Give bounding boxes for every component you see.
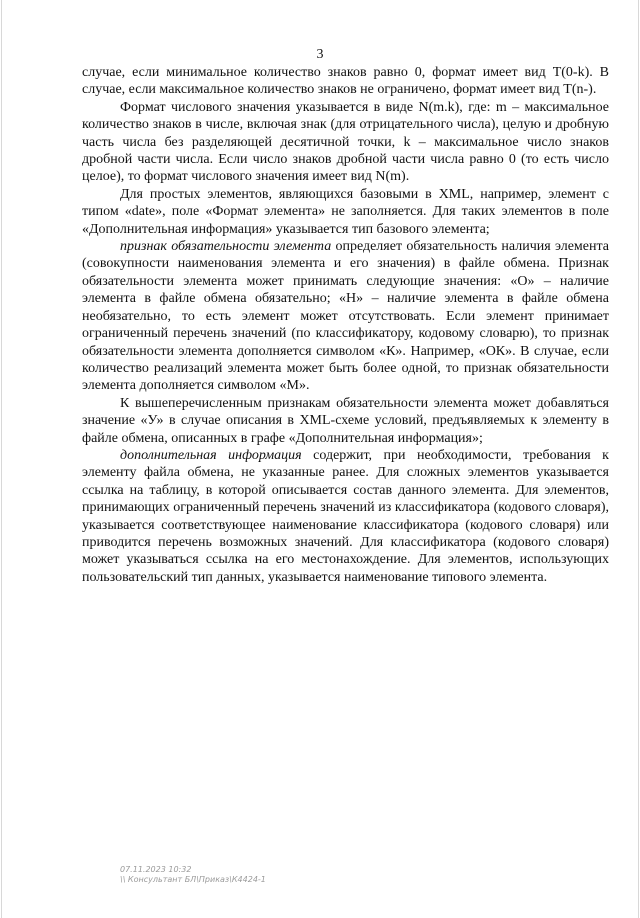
paragraph-text-format-continuation <box>82 64 609 99</box>
paragraph-additional-info <box>82 447 609 586</box>
page-right-edge <box>638 0 639 918</box>
paragraph-lead-italic: признак обязательности элемента <box>120 239 332 255</box>
page-number: 3 <box>316 47 324 62</box>
paragraph-value-u <box>82 395 609 447</box>
paragraph-text: определяет обязательность наличия элемента (совокупности наименования элемента и его значения) в файле обмена. Признак обязательности элемента может принимать следующие значения: «О» – наличие элемента в файле обмена обязательно; «Н» – наличие элемента в файле обмена необязательно, то есть элемент может отсутствовать. Если элемент принимает ограниченный перечень значений (по классификатору, кодовому словарю), то признак обязательности элемента дополняется символом «К». Например, «ОК». В случае, если количество реализаций элемента может быть более одной, то признак обязательности элемента дополняется символом «М». <box>82 239 609 394</box>
paragraph-text: случае, если минимальное количество знаков равно 0, формат имеет вид T(0-k). В случае, если максимальное количество знаков не ограничено, формат имеет вид T(n-). <box>82 65 609 98</box>
paragraph-lead-italic: дополнительная информация <box>120 447 302 463</box>
paragraph-simple-elements <box>82 186 609 238</box>
stamp-datetime: 07.11.2023 10:32 <box>120 865 192 874</box>
paragraph-text: Для простых элементов, являющихся базовыми в XML, например, элемент с типом «date», поле «Формат элемента» не заполняется. Для таких элементов в поле «Дополнительная информация» указывается тип базового элемента; <box>82 186 609 237</box>
paragraph-obligatoriness <box>82 238 609 395</box>
page-left-edge <box>1 0 2 918</box>
document-stamp <box>120 865 266 885</box>
paragraph-text: содержит, при необходимости, требования к элементу файла обмена, не указанные ранее. Для сложных элементов указывается ссылка на таблицу, в которой описывается состав данного элемента. Для элементов, принимающих ограниченный перечень значений из классификатора (кодового словаря), указывается соответствующее наименование классификатора (кодового словаря) или приводится перечень возможных значений. Для классификатора (кодового словаря) может указываться ссылка на его местонахождение. Для элементов, использующих пользовательский тип данных, указывается наименование типового элемента. <box>82 447 609 585</box>
paragraph-numeric-format <box>82 99 609 186</box>
stamp-path: \\ Консультант БЛ\Приказ\К4424-1 <box>120 875 266 884</box>
paragraph-text: Формат числового значения указывается в виде N(m.k), где: m – максимальное количество знаков в числе, включая знак (для отрицательного числа), целую и дробную часть числа без разделяющей десятичной точки, k – максимальное число знаков дробной части числа. Если число знаков дробной части числа равно 0 (то есть число целое), то формат числового значения имеет вид N(m). <box>82 99 609 185</box>
document-body <box>82 64 609 586</box>
paragraph-text: К вышеперечисленным признакам обязательности элемента может добавляться значение «У» в случае описания в XML-схеме условий, предъявляемых к элементу в файле обмена, описанных в графе «Дополнительная информация»; <box>82 395 609 446</box>
